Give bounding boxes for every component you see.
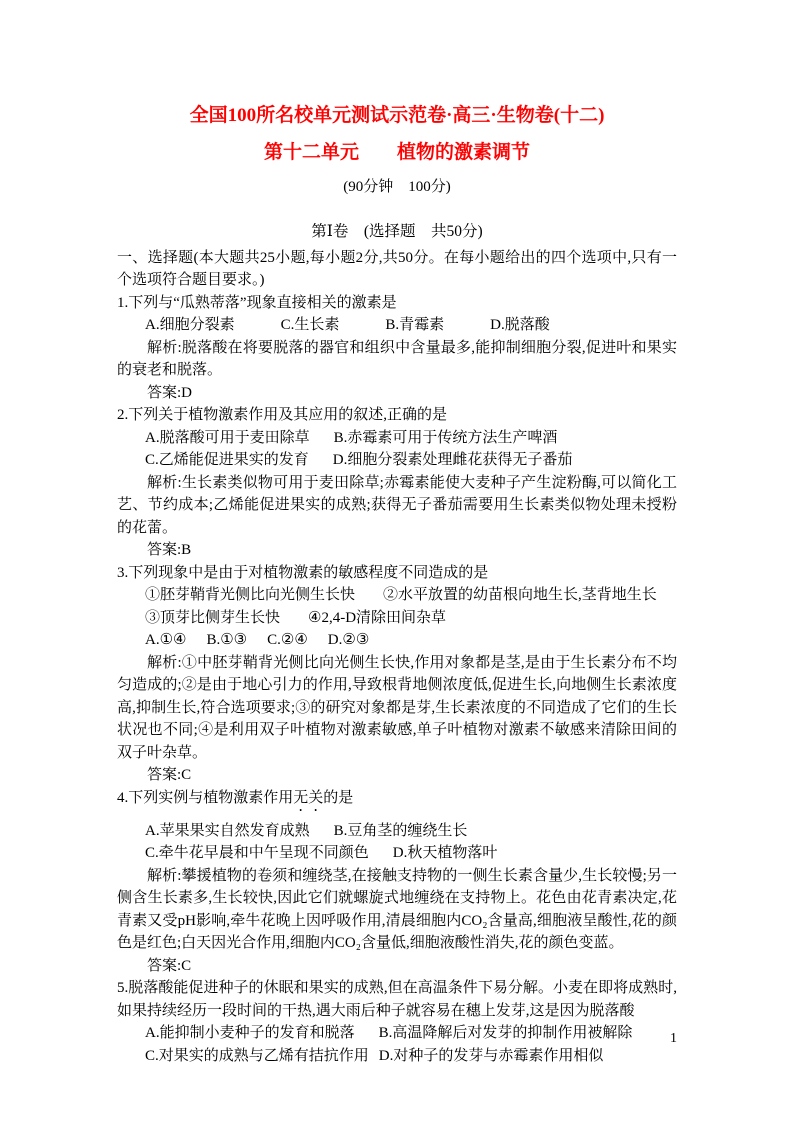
question-5-options-row-1 (117, 1022, 677, 1045)
question-3-options (117, 629, 677, 652)
item-2: ②水平放置的幼苗根向地生长,茎背地生长 (383, 587, 657, 603)
exam-title: 全国100所名校单元测试示范卷·高三·生物卷(十二) (189, 105, 605, 126)
section-heading: 第Ⅰ卷 (选择题 共50分) (311, 223, 483, 240)
option-a: A.①④ (145, 632, 187, 648)
item-4: ④2,4-D清除田间杂草 (308, 609, 447, 626)
option-c: C.对果实的成熟与乙烯有拮抗作用 (145, 1047, 369, 1064)
question-5-options-row-2 (117, 1045, 677, 1068)
question-1-options (117, 314, 677, 337)
option-d: D.脱落酸 (490, 317, 550, 333)
option-c: C.乙烯能促进果实的发育 (145, 452, 309, 468)
page-number: 1 (670, 1031, 677, 1046)
question-2-options-row-2 (117, 449, 677, 472)
option-c: C.②④ (267, 632, 308, 648)
question-3-stem: 3.下列现象中是由于对植物激素的敏感程度不同造成的是 (117, 564, 489, 581)
question-4-options-row-2 (117, 842, 677, 865)
option-b: B.赤霉素可用于传统方法生产啤酒 (333, 429, 558, 446)
option-c: C.生长素 (280, 317, 340, 333)
emphasized-text: 无关 (293, 789, 324, 806)
question-4-answer: 答案:C (147, 957, 192, 974)
question-3-items-row-2 (117, 607, 677, 630)
stem-text: 的是 (323, 789, 354, 806)
option-d: D.②③ (327, 632, 370, 648)
question-1-answer: 答案:D (147, 384, 193, 401)
stem-text: 4.下列实例与植物激素作用 (117, 789, 294, 806)
option-d: D.细胞分裂素处理雌花获得无子番茄 (332, 452, 573, 468)
option-d: D.对种子的发芽与赤霉素作用相似 (378, 1047, 604, 1064)
question-4-analysis: 解析:攀援植物的卷须和缠绕茎,在接触支持物的一侧生长素含量少,生长较慢;另一侧含生长素多,生长较快,因此它们就螺旋式地缠绕在支持物上。花色由花青素决定,花青素又受pH影响,牵牛花晚上因呼吸作用,清晨细胞内CO₂含量高,细胞液呈酸性,花的颜色是红色;白天因光合作用,细胞内CO₂含量低,细胞液酸性消失,花的颜色变蓝。 (117, 867, 677, 951)
option-b: B.高温降解后对发芽的抑制作用被解除 (378, 1025, 633, 1041)
question-1-stem: 1.下列与“瓜熟蒂落”现象直接相关的激素是 (117, 294, 397, 311)
question-2-analysis: 解析:生长素类似物可用于麦田除草;赤霉素能使大麦种子产生淀粉酶,可以简化工艺、节约成本;乙烯能促进果实的成熟;获得无子番茄需要用生长素类似物处理未授粉的花蕾。 (117, 474, 677, 536)
question-3-answer: 答案:C (147, 767, 192, 783)
question-2-answer: 答案:B (147, 542, 192, 558)
option-d: D.秋天植物落叶 (392, 845, 498, 861)
question-4-stem (117, 787, 677, 815)
option-c: C.牵牛花早晨和中午呈现不同颜色 (145, 845, 369, 861)
unit-title: 第十二单元 植物的激素调节 (263, 142, 530, 163)
item-3: ③顶芽比侧芽生长快 (145, 609, 281, 626)
question-3-analysis: 解析:①中胚芽鞘背光侧比向光侧生长快,作用对象都是茎,是由于生长素分布不均匀造成的;②是由于地心引力的作用,导致根背地侧浓度低,促进生长,向地侧生长素浓度高,抑制生长,符合选项要求;③的研究对象都是芽,生长素浓度的不同造成了它们的生长状况也不同;④是利用双子叶植物对激素敏感,单子叶植物对激素不敏感来清除田间的双子叶杂草。 (117, 654, 677, 761)
option-b: B.豆角茎的缠绕生长 (333, 822, 468, 839)
question-2-options-row-1 (117, 427, 677, 450)
question-1-analysis: 解析:脱落酸在将要脱落的器官和组织中含量最多,能抑制细胞分裂,促进叶和果实的衰老和脱落。 (117, 339, 677, 378)
item-1: ①胚芽鞘背光侧比向光侧生长快 (145, 587, 356, 603)
option-a: A.细胞分裂素 (145, 317, 235, 333)
question-3-items-row-1 (117, 584, 677, 607)
option-a: A.脱落酸可用于麦田除草 (145, 429, 310, 446)
page-content (117, 0, 677, 1067)
option-b: B.①③ (206, 632, 248, 648)
time-score-line: (90分钟 100分) (343, 179, 451, 195)
option-b: B.青霉素 (385, 317, 445, 333)
question-5-stem: 5.脱落酸能促进种子的休眠和果实的成熟,但在高温条件下易分解。小麦在即将成熟时,如果持续经历一段时间的干热,遇大雨后种子就容易在穗上发芽,这是因为脱落酸 (117, 980, 677, 1019)
instructions: 一、选择题(本大题共25小题,每小题2分,共50分。在每小题给出的四个选项中,只有一个选项符合题目要求。) (117, 249, 677, 288)
question-2-stem: 2.下列关于植物激素作用及其应用的叙述,正确的是 (117, 407, 448, 423)
question-4-options-row-1 (117, 820, 677, 843)
option-a: A.苹果果实自然发育成熟 (145, 822, 310, 839)
option-a: A.能抑制小麦种子的发育和脱落 (145, 1025, 355, 1041)
